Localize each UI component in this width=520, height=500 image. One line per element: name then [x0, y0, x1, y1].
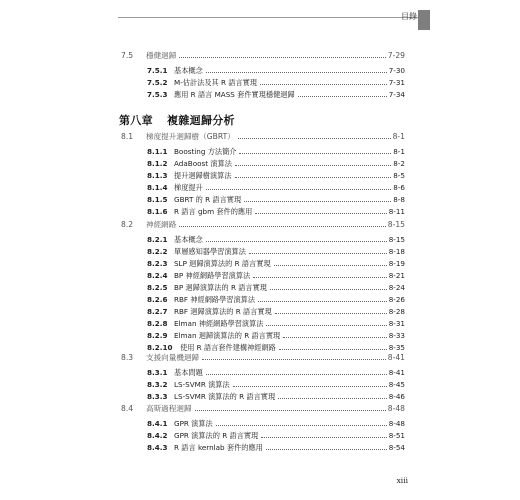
dot-leader — [233, 386, 387, 387]
toc-subsection-entry — [147, 368, 405, 378]
entry-number: 8.2.1 — [147, 235, 168, 244]
toc-section-entry — [121, 220, 405, 230]
entry-number: 8.1.3 — [147, 171, 168, 180]
entry-title: M-估計法及其 R 語言實現 — [174, 78, 258, 87]
entry-title: RBF 神經網路學習演算法 — [174, 295, 256, 304]
entry-title: LS-SVMR 演算法的 R 語言實現 — [174, 392, 276, 401]
entry-page: 8-51 — [388, 431, 405, 440]
entry-number: 8.2.4 — [147, 271, 168, 280]
dot-leader — [283, 337, 386, 338]
entry-number: 8.4.1 — [147, 419, 168, 428]
entry-title: GBRT 的 R 語言實現 — [174, 195, 242, 204]
dot-leader — [202, 359, 386, 360]
toc-section-entry — [121, 132, 405, 142]
toc-section-entry — [121, 353, 405, 363]
dot-leader — [298, 96, 387, 97]
entry-page: 8-33 — [388, 331, 405, 340]
entry-page: 8-11 — [388, 207, 405, 216]
entry-title: 高斯過程迴歸 — [146, 404, 192, 413]
dot-leader — [279, 349, 387, 350]
toc-subsection-entry — [147, 331, 405, 341]
entry-number: 8.3.1 — [147, 368, 168, 377]
toc-subsection-entry — [147, 183, 405, 193]
entry-number: 8.4 — [121, 404, 134, 413]
entry-title: 梯度提升迴歸樹（GBRT） — [146, 132, 235, 141]
dot-leader — [249, 253, 387, 254]
entry-number: 7.5 — [121, 51, 134, 60]
toc-subsection-entry — [147, 195, 405, 205]
entry-number: 8.2 — [121, 220, 134, 229]
dot-leader — [206, 189, 391, 190]
entry-page: 8-6 — [393, 183, 405, 192]
entry-title: 基本問題 — [174, 368, 203, 377]
toc-subsection-entry — [147, 380, 405, 390]
entry-number: 8.1.6 — [147, 207, 168, 216]
toc-subsection-entry — [147, 392, 405, 402]
entry-page: 8-28 — [388, 307, 405, 316]
entry-number: 8.1.1 — [147, 147, 168, 156]
entry-number: 7.5.3 — [147, 90, 168, 99]
entry-title: 基本概念 — [174, 66, 203, 75]
entry-page: 8-31 — [388, 319, 405, 328]
toc-subsection-entry — [147, 66, 405, 76]
entry-number: 7.5.1 — [147, 66, 168, 75]
entry-page: 7-29 — [387, 51, 405, 60]
entry-number: 8.2.3 — [147, 259, 168, 268]
dot-leader — [270, 289, 387, 290]
entry-number: 8.1.5 — [147, 195, 168, 204]
entry-page: 8-1 — [393, 147, 405, 156]
dot-leader — [179, 226, 385, 227]
dot-leader — [239, 153, 391, 154]
dot-leader — [179, 57, 385, 58]
entry-number: 8.4.2 — [147, 431, 168, 440]
toc-subsection-entry — [147, 307, 405, 317]
dot-leader — [195, 410, 386, 411]
dot-leader — [266, 449, 387, 450]
entry-title: 穩健迴歸 — [146, 51, 177, 60]
entry-number: 8.2.9 — [147, 331, 168, 340]
toc-subsection-entry — [147, 295, 405, 305]
entry-title: GPR 演算法的 R 語言實現 — [174, 431, 259, 440]
dot-leader — [255, 213, 386, 214]
dot-leader — [274, 265, 387, 266]
toc-subsection-entry — [147, 419, 405, 429]
entry-page: 8-45 — [388, 380, 405, 389]
dot-leader — [266, 325, 386, 326]
entry-page: 8-41 — [388, 368, 405, 377]
dot-leader — [206, 72, 387, 73]
toc-subsection-entry — [147, 319, 405, 329]
dot-leader — [235, 165, 391, 166]
entry-title: 提升迴歸樹演算法 — [174, 171, 232, 180]
entry-number: 7.5.2 — [147, 78, 168, 87]
entry-number: 8.2.2 — [147, 247, 168, 256]
entry-page: 8-15 — [388, 235, 405, 244]
entry-page: 7-30 — [388, 66, 405, 75]
entry-title: R 語言 kernlab 套件的應用 — [174, 443, 263, 452]
running-header-title: 目錄 — [401, 12, 417, 21]
entry-title: 使用 R 語言套件建構神經網路 — [180, 343, 276, 352]
dot-leader — [206, 374, 387, 375]
toc-subsection-entry — [147, 235, 405, 245]
entry-number: 8.3 — [121, 353, 134, 362]
toc-subsection-entry — [147, 78, 405, 88]
entry-title: Elman 神經網路學習演算法 — [174, 319, 264, 328]
entry-page: 8-19 — [388, 259, 405, 268]
dot-leader — [260, 84, 387, 85]
dot-leader — [216, 425, 387, 426]
entry-title: 單層感知器學習演算法 — [174, 247, 246, 256]
entry-page: 8-21 — [388, 271, 405, 280]
entry-page: 8-8 — [393, 195, 405, 204]
entry-page: 8-35 — [388, 343, 405, 352]
entry-page: 8-26 — [388, 295, 405, 304]
entry-page: 8-2 — [393, 159, 405, 168]
dot-leader — [253, 277, 386, 278]
toc-subsection-entry — [147, 247, 405, 257]
toc-section-entry — [121, 404, 405, 414]
entry-page: 8-5 — [393, 171, 405, 180]
entry-page: 8-1 — [392, 132, 405, 141]
toc-subsection-entry — [147, 90, 405, 100]
entry-number: 8.2.5 — [147, 283, 168, 292]
entry-page: 7-31 — [388, 78, 405, 87]
dot-leader — [278, 398, 387, 399]
entry-page: 8-41 — [387, 353, 405, 362]
entry-title: LS-SVMR 演算法 — [174, 380, 230, 389]
toc-subsection-entry — [147, 259, 405, 269]
entry-title: GPR 演算法 — [174, 419, 213, 428]
entry-title: Elman 迴歸演算法的 R 語言實現 — [174, 331, 281, 340]
entry-title: RBF 迴歸演算法的 R 語言實現 — [174, 307, 272, 316]
entry-page: 8-48 — [387, 404, 405, 413]
entry-number: 8.4.3 — [147, 443, 168, 452]
dot-leader — [261, 437, 386, 438]
entry-number: 8.1.2 — [147, 159, 168, 168]
toc-subsection-entry — [147, 443, 405, 453]
entry-number: 8.2.8 — [147, 319, 168, 328]
chapter-title: 複雜迴歸分析 — [167, 114, 235, 127]
entry-title: BP 迴歸演算法的 R 語言實現 — [174, 283, 267, 292]
toc-subsection-entry — [147, 343, 405, 353]
entry-page: 8-15 — [387, 220, 405, 229]
chapter-heading — [119, 112, 235, 128]
dot-leader — [206, 241, 387, 242]
toc-subsection-entry — [147, 271, 405, 281]
entry-number: 8.3.3 — [147, 392, 168, 401]
dot-leader — [275, 313, 387, 314]
entry-number: 8.2.10 — [147, 343, 173, 352]
dot-leader — [235, 177, 392, 178]
entry-page: 8-48 — [388, 419, 405, 428]
toc-subsection-entry — [147, 171, 405, 181]
entry-page: 7-34 — [388, 90, 405, 99]
entry-title: 基本概念 — [174, 235, 203, 244]
page-number: xiii — [396, 476, 408, 485]
entry-title: BP 神經網路學習演算法 — [174, 271, 251, 280]
toc-subsection-entry — [147, 283, 405, 293]
entry-number: 8.2.6 — [147, 295, 168, 304]
chapter-number: 第八章 — [119, 114, 153, 127]
entry-page: 8-18 — [388, 247, 405, 256]
entry-title: AdaBoost 演算法 — [174, 159, 232, 168]
entry-number: 8.1 — [121, 132, 134, 141]
entry-page: 8-46 — [388, 392, 405, 401]
entry-title: Boosting 方法簡介 — [174, 147, 237, 156]
toc-subsection-entry — [147, 147, 405, 157]
dot-leader — [244, 201, 391, 202]
dot-leader — [258, 301, 387, 302]
entry-title: SLP 迴歸演算法的 R 語言實現 — [174, 259, 271, 268]
entry-number: 8.3.2 — [147, 380, 168, 389]
entry-number: 8.1.4 — [147, 183, 168, 192]
toc-section-entry — [121, 51, 405, 61]
entry-title: 應用 R 語言 MASS 套件實現穩健迴歸 — [174, 90, 295, 99]
entry-number: 8.2.7 — [147, 307, 168, 316]
entry-page: 8-54 — [388, 443, 405, 452]
entry-page: 8-24 — [388, 283, 405, 292]
toc-subsection-entry — [147, 207, 405, 217]
dot-leader — [238, 138, 391, 139]
toc-subsection-entry — [147, 431, 405, 441]
entry-title: 支援向量機迴歸 — [146, 353, 200, 362]
entry-title: 神經網路 — [146, 220, 177, 229]
entry-title: R 語言 gbm 套件的應用 — [174, 207, 253, 216]
toc-subsection-entry — [147, 159, 405, 169]
entry-title: 梯度提升 — [174, 183, 203, 192]
